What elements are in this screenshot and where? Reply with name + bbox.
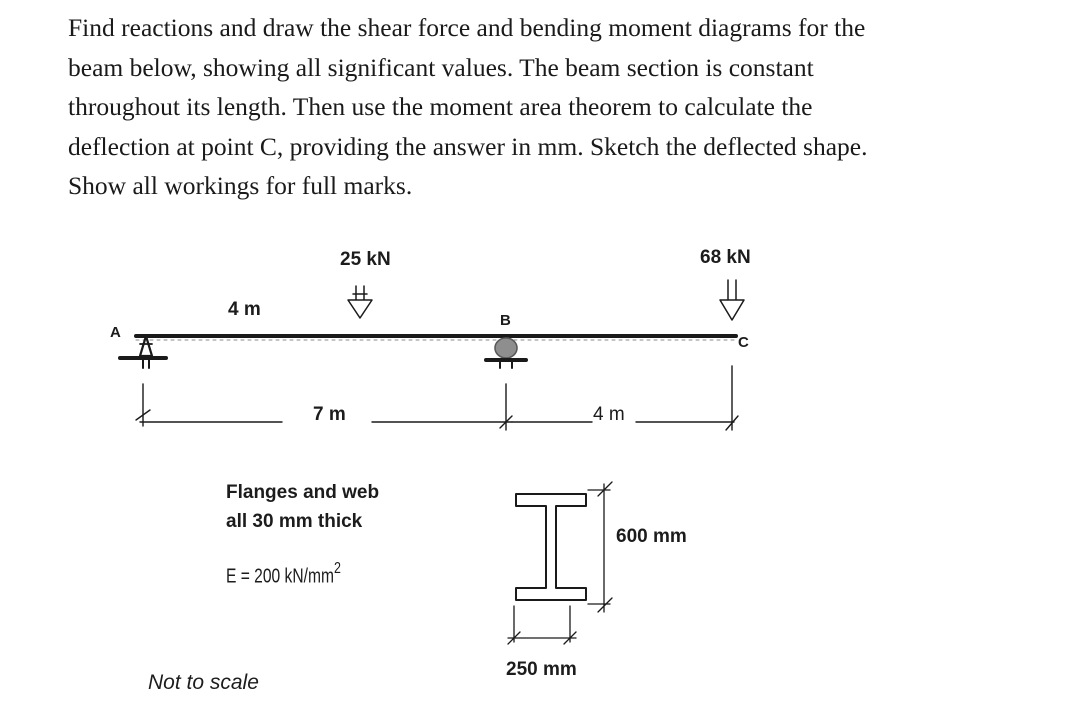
point-label-c: C [738,334,749,351]
point-label-b: B [500,312,511,329]
section-note-line: all 30 mm thick [226,511,363,532]
scale-note: Not to scale [148,671,259,694]
problem-line: beam below, showing all significant values. The beam section is constant [68,52,814,82]
i-beam-section [516,494,586,600]
section-depth-dimension [588,482,612,612]
roller-support-b [486,338,526,368]
elastic-modulus-superscript: 2 [333,560,341,577]
pin-support-a [120,336,166,368]
load-label-68kn: 68 kN [700,247,751,268]
dimension-line-bc [512,366,738,430]
problem-line: Show all workings for full marks. [68,171,413,201]
dimension-label-4m-overhang: 4 m [593,404,625,425]
load-arrow-68kn [720,280,744,320]
point-label-a: A [110,324,121,341]
dimension-label-4m-load: 4 m [228,299,261,320]
load-arrow-25kn [348,286,372,318]
section-note-line: Flanges and web [226,482,380,503]
problem-line: Find reactions and draw the shear force and bending moment diagrams for the [68,13,866,42]
section-width-dimension [508,606,576,644]
section-note [226,478,379,536]
dimension-label-7m: 7 m [313,404,346,425]
elastic-modulus [226,562,341,589]
elastic-modulus-text: E = 200 kN/mm [226,565,334,588]
problem-line: throughout its length. Then use the moment area theorem to calculate the [68,92,813,122]
section-depth-label: 600 mm [616,526,687,547]
section-width-label: 250 mm [506,659,577,680]
problem-line: deflection at point C, providing the answer in mm. Sketch the deflected shape. [68,131,868,161]
load-label-25kn: 25 kN [340,249,391,270]
